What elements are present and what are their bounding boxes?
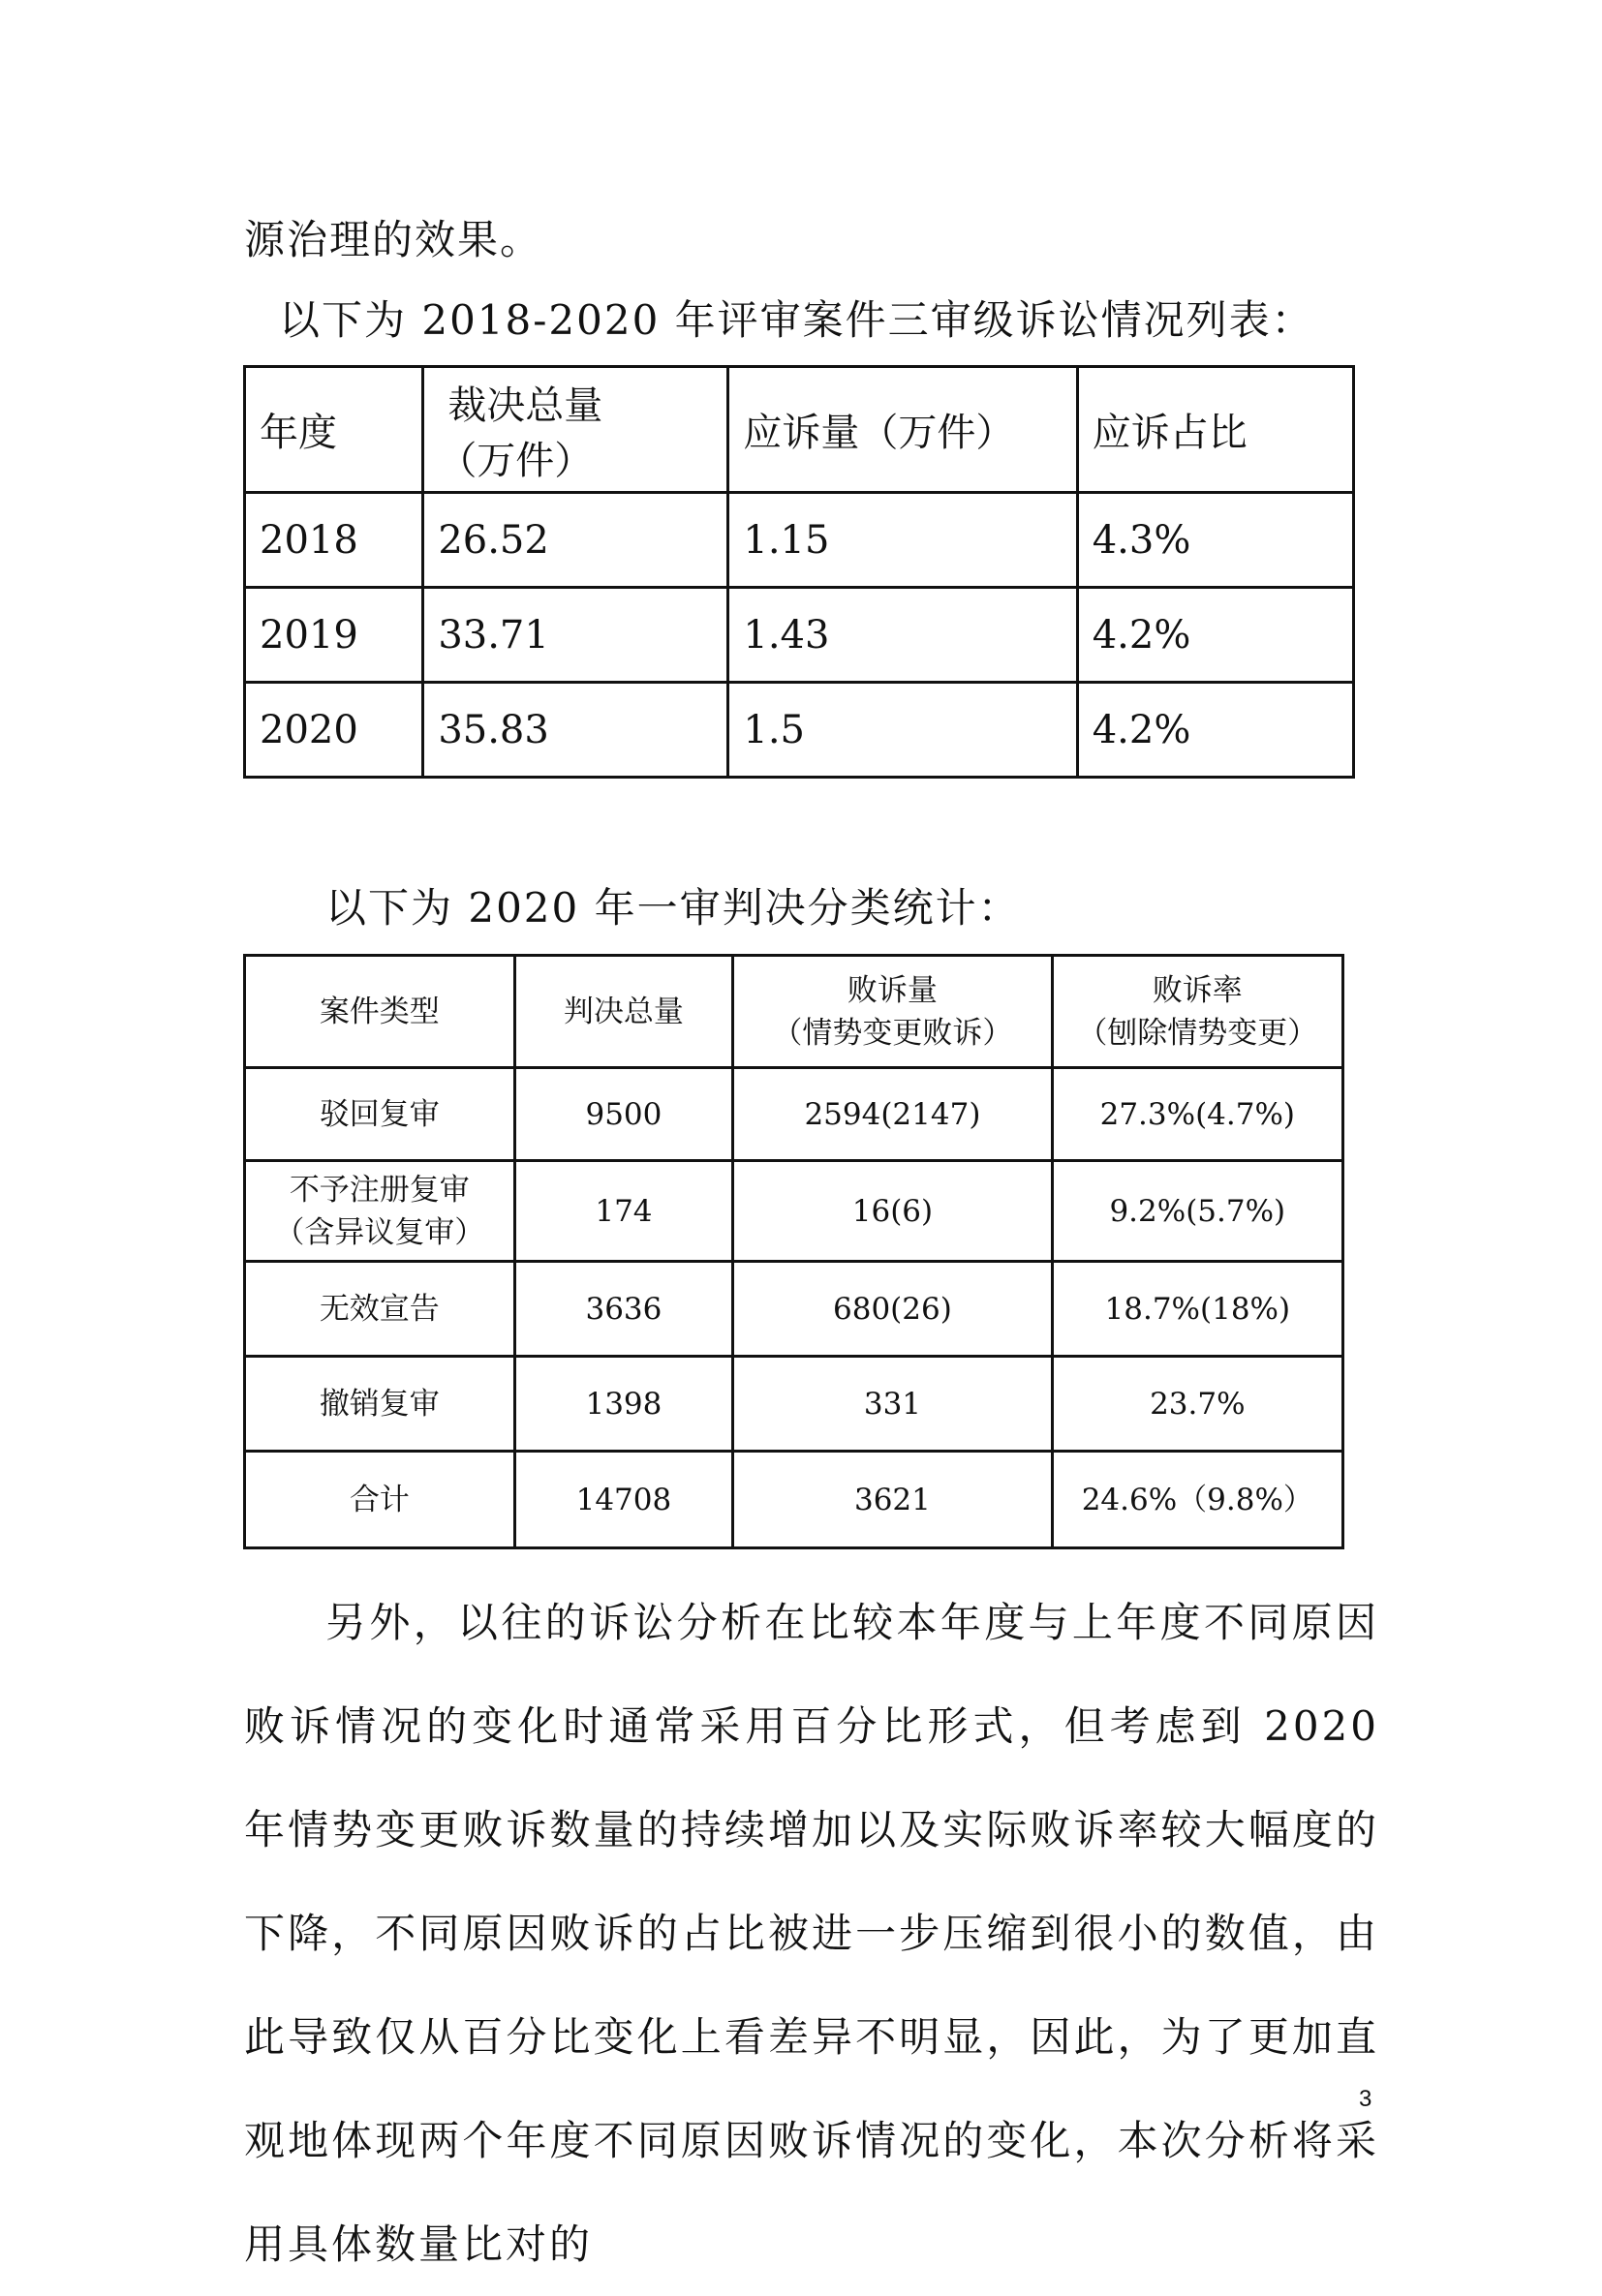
cell-judgment-total: 3636 [514,1262,733,1357]
cell-lost-count: 16(6) [733,1161,1052,1262]
intro-line: 源治理的效果。 [244,216,543,263]
header-total-rulings [423,367,728,493]
header-lost-count-line1: 败诉量 [847,972,938,1008]
cell-lost-count: 680(26) [733,1262,1052,1357]
header-loss-rate [1052,956,1342,1068]
table-row [245,1357,1343,1452]
litigation-table [243,365,1355,779]
cell-loss-rate: 9.2%(5.7%) [1052,1161,1342,1262]
cell-judgment-total: 174 [514,1161,733,1262]
cell-case-type: 合计 [245,1452,515,1548]
cell-year: 2020 [245,683,423,778]
cell-judgment-total: 1398 [514,1357,733,1452]
cell-lost-count: 331 [733,1357,1052,1452]
cell-judgment-total: 9500 [514,1068,733,1161]
header-judgment-total-line1: 判决总量 [563,994,684,1029]
cell-loss-rate: 27.3%(4.7%) [1052,1068,1342,1161]
table-row [245,493,1354,588]
body-paragraph: 另外，以往的诉讼分析在比较本年度与上年度不同原因败诉情况的变化时通常采用百分比形式，但考虑到 2020 年情势变更败诉数量的持续增加以及实际败诉率较大幅度的下降，不同原因败诉的占比被进一步压缩到很小的数值，由此导致仅从百分比变化上看差异不明显，因此，为了更加直观地体现两个年度不同原因败诉情况的变化，本次分析将采用具体数量比对的 [244,1599,1379,2268]
header-lost-count-line2: （情势变更败诉） [772,1015,1013,1051]
header-judgment-total [514,956,733,1068]
page-number: 3 [1359,2086,1372,2112]
header-total-rulings-line1: 裁决总量 [447,383,603,428]
cell-responses: 1.5 [728,683,1077,778]
table-total-row [245,1452,1343,1548]
cell-total-rulings: 35.83 [423,683,728,778]
cell-year: 2019 [245,588,423,683]
cell-response-ratio: 4.2% [1077,588,1353,683]
header-year: 年度 [245,367,423,493]
table1-caption: 以下为 2018-2020 年评审案件三审级诉讼情况列表： [279,296,1314,344]
table-row [245,683,1354,778]
cell-case-type: 无效宣告 [245,1262,515,1357]
header-total-rulings-line2: （万件） [438,438,594,483]
cell-total-rulings: 26.52 [423,493,728,588]
header-responses: 应诉量（万件） [728,367,1077,493]
judgment-classification-table [243,954,1344,1549]
cell-lost-count: 3621 [733,1452,1052,1548]
cell-responses: 1.15 [728,493,1077,588]
cell-loss-rate: 18.7%(18%) [1052,1262,1342,1357]
cell-judgment-total: 14708 [514,1452,733,1548]
cell-total-rulings: 33.71 [423,588,728,683]
cell-responses: 1.43 [728,588,1077,683]
cell-year: 2018 [245,493,423,588]
cell-response-ratio: 4.3% [1077,493,1353,588]
cell-lost-count: 2594(2147) [733,1068,1052,1161]
header-response-ratio: 应诉占比 [1077,367,1353,493]
header-case-type-line1: 案件类型 [319,994,440,1029]
cell-loss-rate: 23.7% [1052,1357,1342,1452]
table-row [245,1068,1343,1161]
table2-caption: 以下为 2020 年一审判决分类统计： [325,884,1021,932]
cell-case-type: 撤销复审 [245,1357,515,1452]
table-header-row [245,956,1343,1068]
header-lost-count [733,956,1052,1068]
cell-case-type [245,1161,515,1262]
cell-response-ratio: 4.2% [1077,683,1353,778]
cell-case-type-line1: 不予注册复审 [289,1172,470,1208]
header-loss-rate-line1: 败诉率 [1152,972,1243,1008]
cell-loss-rate: 24.6%（9.8%） [1052,1452,1342,1548]
table-row [245,1161,1343,1262]
header-loss-rate-line2: （刨除情势变更） [1077,1015,1318,1051]
table-row [245,1262,1343,1357]
cell-case-type: 驳回复审 [245,1068,515,1161]
table-header-row [245,367,1354,493]
table-row [245,588,1354,683]
cell-case-type-line2: （含异议复审） [274,1214,485,1250]
header-case-type [245,956,515,1068]
